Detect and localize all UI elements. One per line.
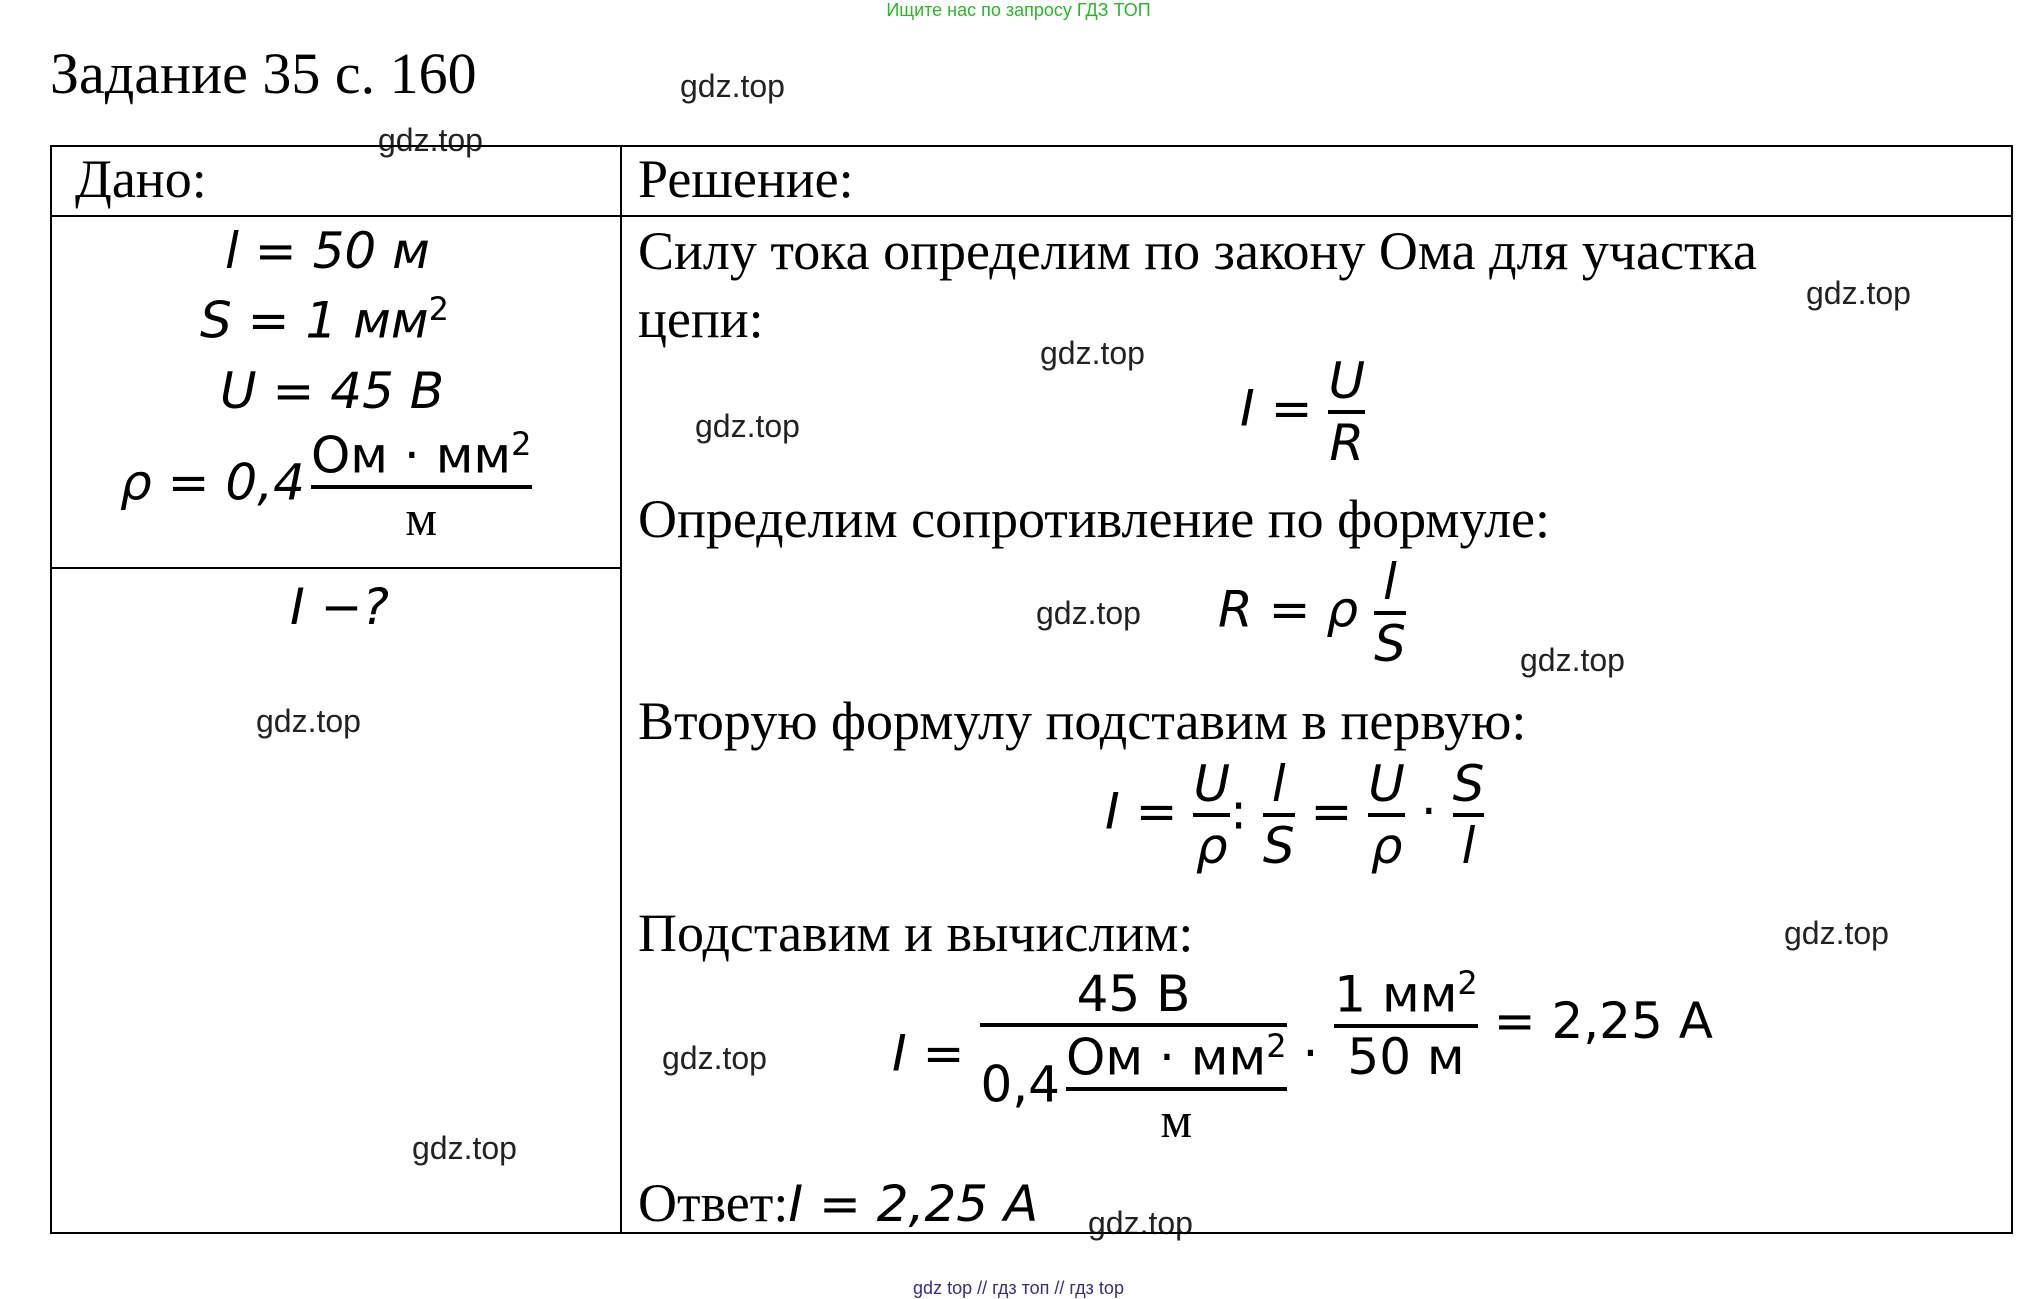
calc-den-coef: 0,4 xyxy=(980,1055,1060,1114)
footer: gdz top // гдз топ // гдз top xyxy=(913,1278,1124,1298)
watermark: gdz.top xyxy=(1088,1205,1193,1241)
watermark: gdz.top xyxy=(256,703,361,739)
formula-ohm-lhs: I = xyxy=(1240,379,1313,438)
watermark: gdz.top xyxy=(695,408,800,444)
frac-c-num: U xyxy=(1368,755,1405,813)
dot-operator: · xyxy=(1302,1024,1319,1083)
frac-b-den: S xyxy=(1262,817,1295,875)
calc-result: = 2,25 А xyxy=(1493,992,1713,1051)
solution-text-2: Определим сопротивление по формуле: xyxy=(638,489,1551,549)
formula-substitution xyxy=(1105,755,1484,875)
frac-a-den: ρ xyxy=(1195,817,1228,875)
watermark: gdz.top xyxy=(680,68,785,104)
equals-operator: = xyxy=(1310,782,1353,841)
calc-b-num-text: 1 мм xyxy=(1334,965,1458,1024)
formula-resistance-lhs: R = ρ xyxy=(1218,580,1359,639)
calc-den-fraction xyxy=(1066,1027,1287,1149)
top-banner: Ищите нас по запросу ГДЗ ТОП xyxy=(886,0,1151,20)
watermark: gdz.top xyxy=(1520,642,1625,678)
given-header: Дано: xyxy=(75,149,207,209)
calc-den-den: м xyxy=(1160,1091,1193,1148)
area-text: S = 1 мм xyxy=(200,291,429,350)
calc-den-num xyxy=(1066,1027,1287,1087)
given-voltage: U = 45 В xyxy=(220,362,445,420)
frac-d-den: l xyxy=(1461,817,1476,875)
watermark: gdz.top xyxy=(412,1130,517,1166)
frac-c-den: ρ xyxy=(1370,817,1403,875)
answer-label: Ответ: xyxy=(638,1173,789,1233)
solution-text-1: Силу тока определим по закону Ома для участка xyxy=(638,221,1757,281)
frac-b-num: l xyxy=(1271,755,1286,813)
calc-b-num xyxy=(1334,964,1478,1024)
watermark: gdz.top xyxy=(1040,335,1145,371)
formula-resistance-den: S xyxy=(1374,615,1406,673)
answer xyxy=(638,1172,1038,1234)
resistivity-fraction xyxy=(311,425,532,547)
column-divider xyxy=(620,147,622,1234)
answer-value: I = 2,25 А xyxy=(788,1175,1039,1233)
formula-sub-frac-c xyxy=(1368,755,1405,875)
calc-b-exponent: 2 xyxy=(1457,964,1478,1002)
frac-a-num: U xyxy=(1193,755,1231,813)
resistivity-lhs: ρ = 0,4 xyxy=(120,453,305,512)
area-exponent: 2 xyxy=(428,290,449,328)
calc-denominator xyxy=(980,1027,1286,1149)
formula-calc-lhs: I = xyxy=(892,1024,965,1083)
solution-header: Решение: xyxy=(638,149,854,209)
watermark: gdz.top xyxy=(1784,915,1889,951)
given-area xyxy=(200,290,449,350)
formula-sub-frac-a xyxy=(1193,755,1230,875)
resistivity-denominator: м xyxy=(405,489,438,546)
formula-sub-frac-d xyxy=(1453,755,1485,875)
formula-calculation xyxy=(892,965,1713,1149)
formula-calc-main-fraction xyxy=(980,965,1286,1149)
formula-resistance xyxy=(1218,553,1406,673)
formula-resistance-num: l xyxy=(1383,553,1397,611)
resistivity-num-text: Ом · мм xyxy=(310,426,512,485)
given-divider xyxy=(52,567,621,569)
colon-operator: : xyxy=(1230,782,1247,841)
formula-sub-lhs: I = xyxy=(1105,782,1178,841)
formula-ohm-fraction xyxy=(1328,352,1365,472)
formula-calc-second-fraction xyxy=(1334,964,1478,1086)
watermark: gdz.top xyxy=(378,122,483,158)
calc-b-den: 50 м xyxy=(1347,1027,1465,1086)
resistivity-numerator xyxy=(311,425,532,485)
formula-ohm-num: U xyxy=(1328,352,1366,410)
calc-den-num-text: Ом · мм xyxy=(1065,1028,1267,1087)
solution-text-4: Подставим и вычислим: xyxy=(638,903,1194,963)
watermark: gdz.top xyxy=(1806,275,1911,311)
header-divider xyxy=(52,215,2011,217)
formula-ohm-den: R xyxy=(1329,414,1365,472)
resistivity-exponent: 2 xyxy=(511,425,532,463)
dot-operator: · xyxy=(1420,782,1437,841)
page-title: Задание 35 с. 160 xyxy=(50,41,477,106)
find-current: I −? xyxy=(290,578,390,636)
solution-text-3: Вторую формулу подставим в первую: xyxy=(638,691,1527,751)
watermark: gdz.top xyxy=(1036,595,1141,631)
formula-sub-frac-b xyxy=(1263,755,1295,875)
watermark: gdz.top xyxy=(662,1040,767,1076)
given-resistivity xyxy=(120,425,532,547)
calc-numerator: 45 В xyxy=(1076,965,1191,1023)
given-length: l = 50 м xyxy=(225,222,430,280)
formula-ohm xyxy=(1240,352,1365,472)
formula-resistance-fraction xyxy=(1374,553,1406,673)
calc-den-exponent: 2 xyxy=(1266,1027,1287,1065)
frac-d-num: S xyxy=(1452,755,1485,813)
solution-text-1b: цепи: xyxy=(638,289,764,349)
